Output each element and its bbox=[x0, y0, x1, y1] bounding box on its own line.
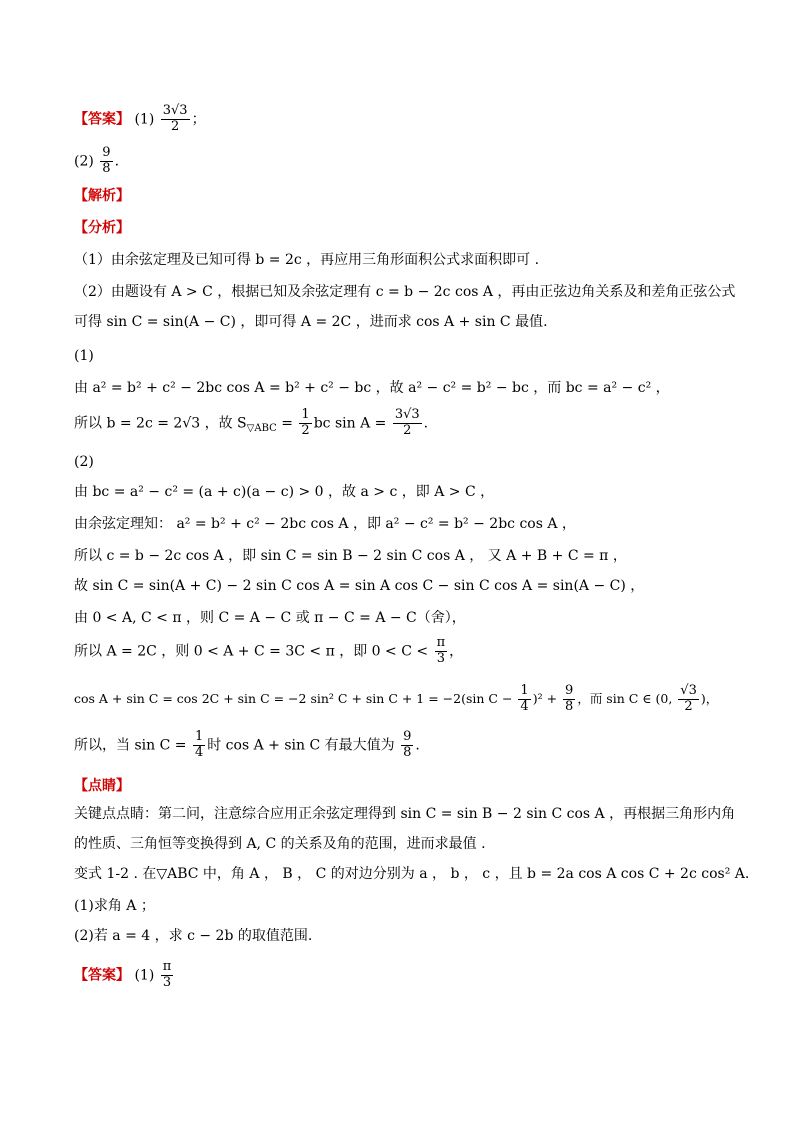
fraction: $\frac{3√3}{2}$ bbox=[162, 103, 188, 134]
dianjing-text-2: 的性质、三角恒等变换得到 A, C 的关系及角的范围，进而求最值 . bbox=[74, 836, 486, 852]
dianjing-text-1: 关键点点睛：第二问，注意综合应用正余弦定理得到 sin C = sin B − 2 sin C cos A ，再根据三角形内角 bbox=[74, 806, 736, 822]
solution-2-line-1: 由 bc = a² − c² = (a + c)(a − c) > 0 ，故 a > c ，即 A > C ， bbox=[74, 484, 495, 500]
solution-2-line-2: 由余弦定理知： a² = b² + c² − 2bc cos A ，即 a² − c² = b² − 2bc cos A ， bbox=[74, 516, 576, 532]
solution-2-line-7: cos A + sin C = cos 2C + sin C = −2 sin² C + sin C + 1 = −2(sin C − $\frac{1}{4}$ )² + $\frac{9}{8}$ ，而 sin C ∈ (0, $\frac{√3}{2}$ )， bbox=[74, 683, 719, 714]
fraction: $\frac{9}{8}$ bbox=[565, 683, 574, 714]
answer-line-1: 【答案】 (1) $\frac{3√3}{2}$ ； bbox=[74, 103, 206, 134]
fenxi-text-1: （1）由余弦定理及已知可得 b = 2c ，再应用三角形面积公式求面积即可 . bbox=[74, 252, 540, 268]
variant-problem: 变式 1-2 . 在▽ABC 中，角 A ， B ， C 的对边分别为 a ， b ， c ，且 b = 2a cos A cos C + 2c cos² A. bbox=[74, 866, 750, 882]
answer-line-3 bbox=[74, 960, 175, 991]
fraction: $\frac{3√3}{2}$ bbox=[394, 407, 420, 438]
fraction: $\frac{1}{2}$ bbox=[301, 407, 310, 438]
dianjing-tag: 【点睛】 bbox=[74, 778, 130, 794]
variant-part-1: (1)求角 A ； bbox=[74, 898, 155, 914]
variant-part-2: (2)若 a = 4 ，求 c − 2b 的取值范围. bbox=[74, 928, 313, 944]
solution-2-line-4: 故 sin C = sin(A + C) − 2 sin C cos A = sin A cos C − sin C cos A = sin(A − C) ， bbox=[74, 578, 645, 594]
solution-2-line-6: 所以 A = 2C ，则 0 < A + C = 3C < π ，即 0 < C < $\frac{\pi}{3}$ ， bbox=[74, 635, 464, 666]
solution-part-1-label: (1) bbox=[74, 348, 94, 364]
analysis-tag: 【解析】 bbox=[74, 188, 130, 204]
solution-1-line-2: 所以 b = 2c = 2√3 ，故 $S_{▽ABC}$ = $\frac{1}{2}$ bc sin A = $\frac{3√3}{2}$ . bbox=[74, 407, 429, 438]
solution-2-line-3: 所以 c = b − 2c cos A ，即 sin C = sin B − 2 sin C cos A ， 又 A + B + C = π ， bbox=[74, 548, 627, 564]
fraction: $\frac{\pi}{3}$ bbox=[162, 959, 172, 990]
fraction: $\frac{1}{4}$ bbox=[520, 683, 529, 714]
answer-tag: 【答案】 bbox=[74, 111, 130, 128]
part-label: (1) bbox=[134, 111, 155, 128]
part-label: (2) bbox=[74, 153, 94, 170]
fraction: $\frac{√3}{2}$ bbox=[680, 683, 697, 714]
solution-part-2-label: (2) bbox=[74, 454, 94, 470]
solution-1-line-1: 由 a² = b² + c² − 2bc cos A = b² + c² − bc ，故 a² − c² = b² − bc ，而 bc = a² − c² ， bbox=[74, 380, 670, 396]
fenxi-tag: 【分析】 bbox=[74, 220, 130, 236]
answer-tag: 【答案】 bbox=[74, 967, 130, 984]
fenxi-text-2b: 可得 sin C = sin(A − C) ，即可得 A = 2C ，进而求 cos A + sin C 最值. bbox=[74, 314, 548, 330]
solution-2-line-8: 所以，当 sin C = $\frac{1}{4}$ 时 cos A + sin C 有最大值为 $\frac{9}{8}$ . bbox=[74, 729, 420, 760]
answer-line-2: (2) $\frac{9}{8}$ . bbox=[74, 145, 120, 176]
fraction: $\frac{9}{8}$ bbox=[403, 729, 412, 760]
solution-2-line-5: 由 0 < A, C < π ，则 C = A − C 或 π − C = A − C（舍）， bbox=[74, 610, 466, 626]
fraction: $\frac{\pi}{3}$ bbox=[436, 635, 446, 666]
part-label: (1) bbox=[134, 967, 155, 984]
fraction: $\frac{1}{4}$ bbox=[194, 729, 204, 760]
fraction: $\frac{9}{8}$ bbox=[102, 145, 111, 176]
fenxi-text-2a: （2）由题设有 A > C ，根据已知及余弦定理有 c = b − 2c cos A ，再由正弦边角关系及和差角正弦公式 bbox=[74, 284, 736, 300]
